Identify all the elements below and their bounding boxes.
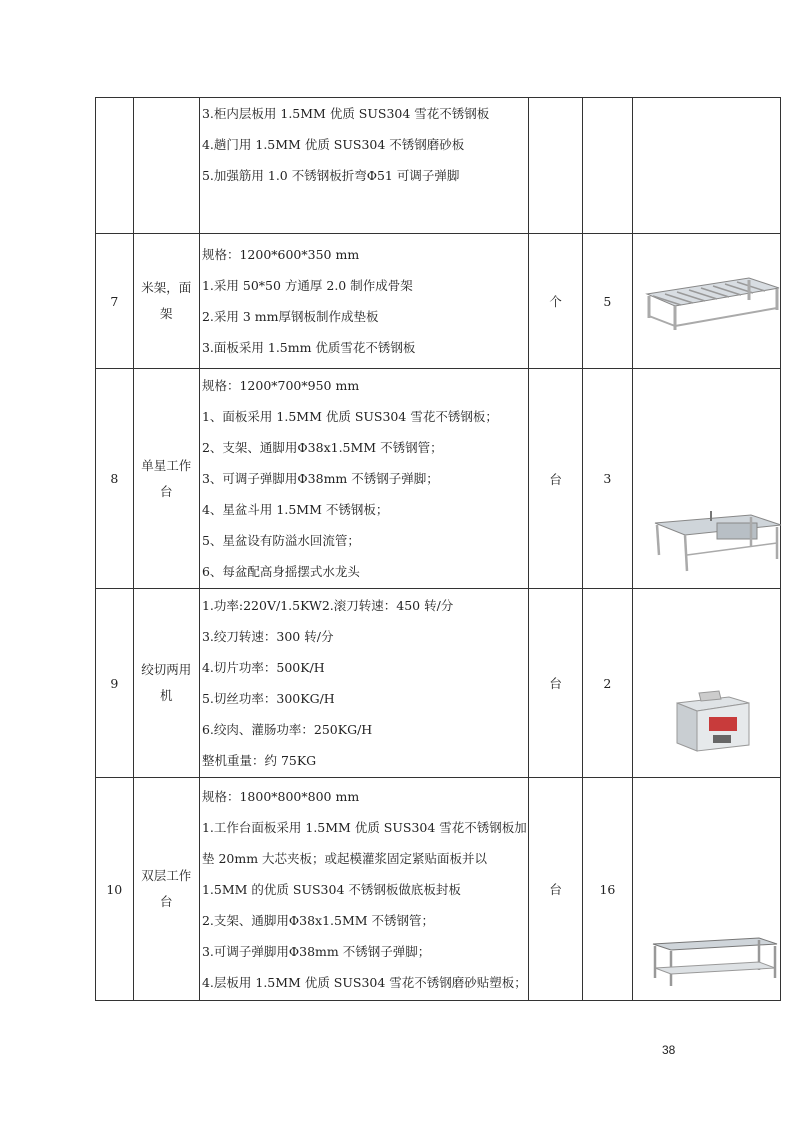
spec-line: 2.支架、通脚用Φ38x1.5MM 不锈钢管；	[201, 912, 435, 928]
row-number: 9	[96, 589, 134, 778]
item-qty: 5	[583, 234, 632, 369]
spec-line: 1、面板采用 1.5MM 优质 SUS304 雪花不锈钢板；	[201, 409, 498, 424]
item-unit: 台	[528, 369, 582, 589]
item-spec	[199, 589, 528, 778]
item-spec	[199, 369, 528, 589]
spec-line: 1.采用 50*50 方通厚 2.0 制作成骨架	[201, 278, 413, 293]
page-number: 38	[662, 1043, 676, 1057]
item-qty: 16	[583, 778, 632, 1001]
spec-line: 规格：1800*800*800 mm	[201, 788, 360, 804]
spec-line: 5.加强筋用 1.0 不锈钢板折弯Φ51 可调子弹脚	[201, 168, 460, 183]
item-name: 米架，面架	[133, 234, 199, 369]
row-number: 10	[96, 778, 134, 1001]
spec-line: 4.切片功率：500K/H	[201, 660, 325, 675]
spec-line: 1.功率:220V/1.5KW2.滚刀转速：450 转/分	[201, 598, 454, 613]
spec-line: 规格：1200*600*350 mm	[201, 247, 360, 262]
sink-table-image	[651, 509, 783, 575]
spec-line: 4、星盆斗用 1.5MM 不锈钢板；	[201, 502, 389, 517]
spec-line: 整机重量：约 75KG	[201, 753, 317, 768]
item-qty	[583, 98, 632, 234]
spec-line: 1.5MM 的优质 SUS304 不锈钢板做底板封板	[201, 881, 461, 897]
spec-line: 3.可调子弹脚用Φ38mm 不锈钢子弹脚；	[201, 943, 431, 959]
spec-line: 规格：1200*700*950 mm	[201, 378, 360, 393]
item-name: 绞切两用机	[133, 589, 199, 778]
item-name: 双层工作台	[133, 778, 199, 1001]
table-row	[96, 98, 781, 234]
item-qty: 3	[583, 369, 632, 589]
table-row	[96, 589, 781, 778]
row-number: 7	[96, 234, 134, 369]
spec-line: 6、每盆配高身摇摆式水龙头	[201, 564, 360, 579]
item-qty: 2	[583, 589, 632, 778]
spec-line: 3.柜内层板用 1.5MM 优质 SUS304 雪花不锈钢板	[201, 106, 490, 121]
row-number: 8	[96, 369, 134, 589]
spec-line: 3、可调子弹脚用Φ38mm 不锈钢子弹脚；	[201, 471, 439, 486]
spec-line: 5、星盆设有防溢水回流管；	[201, 533, 360, 548]
spec-line: 2.采用 3 mm厚钢板制作成垫板	[201, 309, 379, 324]
item-image	[632, 234, 780, 369]
spec-line: 3.绞刀转速：300 转/分	[201, 629, 334, 644]
spec-line: 5.切丝功率：300KG/H	[201, 691, 335, 706]
meat-machine-image	[669, 689, 753, 759]
item-name: 单星工作台	[133, 369, 199, 589]
item-spec	[199, 234, 528, 369]
spec-line: 6.绞肉、灌肠功率：250KG/H	[201, 722, 373, 737]
item-unit: 台	[528, 589, 582, 778]
item-image	[632, 98, 780, 234]
spec-line: 2、支架、通脚用Φ38x1.5MM 不锈钢管；	[201, 440, 443, 455]
equipment-table	[95, 97, 781, 1001]
item-image	[632, 778, 780, 1001]
double-table-image	[649, 936, 779, 988]
item-name	[133, 98, 199, 234]
item-image	[632, 589, 780, 778]
item-spec	[199, 98, 528, 234]
table-row	[96, 778, 781, 1001]
table-row	[96, 234, 781, 369]
item-image	[632, 369, 780, 589]
row-number	[96, 98, 134, 234]
item-unit	[528, 98, 582, 234]
roller-rack-image	[639, 274, 781, 334]
spec-line: 1.工作台面板采用 1.5MM 优质 SUS304 雪花不锈钢板加	[201, 819, 527, 835]
spec-line: 4.层板用 1.5MM 优质 SUS304 雪花不锈钢磨砂贴塑板；	[201, 974, 527, 990]
item-unit: 台	[528, 778, 582, 1001]
spec-line: 垫 20mm 大芯夹板；或起模灌浆固定紧贴面板并以	[201, 850, 488, 866]
spec-line: 3.面板采用 1.5mm 优质雪花不锈钢板	[201, 340, 416, 355]
item-unit: 个	[528, 234, 582, 369]
item-spec	[199, 778, 528, 1001]
table-row	[96, 369, 781, 589]
spec-line: 4.趟门用 1.5MM 优质 SUS304 不锈钢磨砂板	[201, 137, 465, 152]
